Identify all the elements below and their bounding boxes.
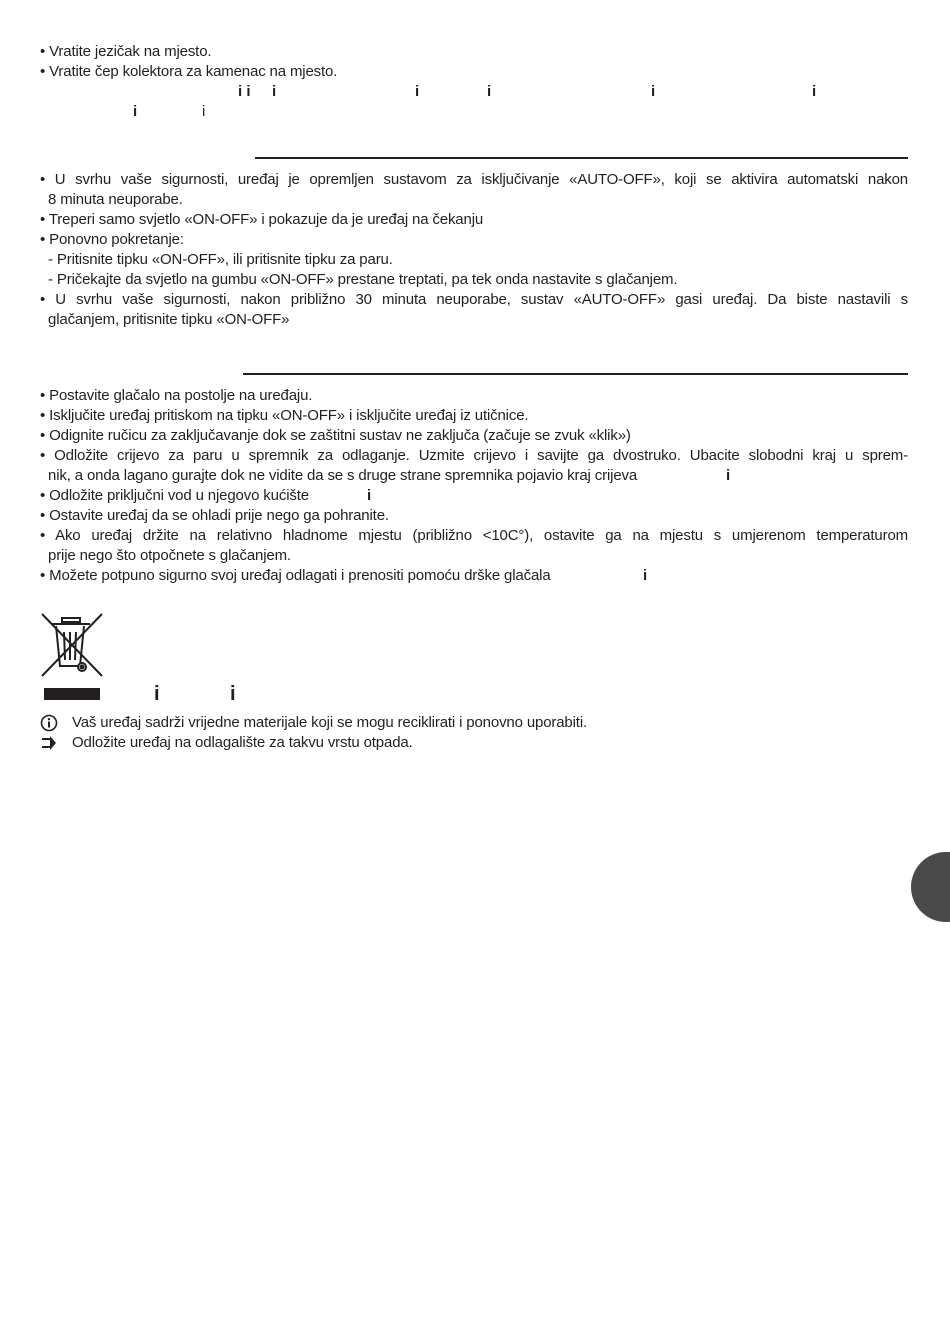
text-line: • Odložite priključni vod u njegovo kućište — [40, 487, 309, 504]
text-line: • Ako uređaj držite na relativno hladnome mjestu (približno <10C°), ostavite ga na mjestu s umjerenom temperaturom — [40, 527, 908, 544]
missing-glyph: i — [812, 83, 817, 100]
text-line: • Ponovno pokretanje: — [40, 231, 184, 248]
section-rule — [243, 373, 908, 375]
text-line: • Postavite glačalo na postolje na uređaju. — [40, 387, 313, 404]
page-tab-marker — [911, 852, 950, 922]
text-line: • Isključite uređaj pritiskom na tipku «ON-OFF» i isključite uređaj iz utičnice. — [40, 407, 529, 424]
right-arrow-icon — [40, 734, 58, 752]
text-line: prije nego što otpočnete s glačanjem. — [48, 547, 291, 564]
crossed-bin-icon — [40, 612, 104, 678]
text-line: - Pričekajte da svjetlo na gumbu «ON-OFF» prestane treptati, pa tek onda nastavite s glačanjem. — [48, 271, 678, 288]
section-rule — [255, 157, 908, 159]
missing-glyph: i — [154, 683, 160, 705]
missing-glyph: i — [230, 683, 236, 705]
text-line: • Odignite ručicu za zaključavanje dok se zaštitni sustav ne zaključa (začuje se zvuk «klik») — [40, 427, 631, 444]
missing-glyph: i — [651, 83, 656, 100]
text-line: • Vratite jezičak na mjesto. — [40, 43, 212, 60]
text-line: glačanjem, pritisnite tipku «ON-OFF» — [48, 311, 290, 328]
text-line: • U svrhu vaše sigurnosti, nakon približno 30 minuta neuporabe, sustav «AUTO-OFF» gasi uređaj. Da biste nastavili s — [40, 291, 908, 308]
text-line: • U svrhu vaše sigurnosti, uređaj je opremljen sustavom za isključivanje «AUTO-OFF», koji se aktivira automatski nakon — [40, 171, 908, 188]
missing-glyph: i — [367, 487, 372, 504]
missing-glyph: i — [643, 567, 648, 584]
missing-glyph: i — [415, 83, 420, 100]
missing-glyph: i — [272, 83, 277, 100]
text-line: nik, a onda lagano gurajte dok ne vidite da se s druge strane spremnika pojavio kraj crijeva — [48, 467, 638, 484]
missing-glyph: i — [487, 83, 492, 100]
missing-glyph: i i — [238, 83, 251, 100]
black-bar — [44, 688, 100, 700]
text-line: - Pritisnite tipku «ON-OFF», ili pritisnite tipku za paru. — [48, 251, 393, 268]
text-line: 8 minuta neuporabe. — [48, 191, 183, 208]
text-line: • Ostavite uređaj da se ohladi prije nego ga pohranite. — [40, 507, 389, 524]
text-line: • Treperi samo svjetlo «ON-OFF» i pokazuje da je uređaj na čekanju — [40, 211, 484, 228]
text-line: • Odložite crijevo za paru u spremnik za odlaganje. Uzmite crijevo i savijte ga dvostruko. Ubacite slobodni kraj u sprem- — [40, 447, 908, 464]
missing-glyph: i — [133, 103, 138, 120]
text-line: • Možete potpuno sigurno svoj uređaj odlagati i prenositi pomoću drške glačala — [40, 567, 551, 584]
missing-glyph: i — [726, 467, 731, 484]
info-circle-icon — [40, 714, 58, 732]
note-text: Odložite uređaj na odlagalište za takvu vrstu otpada. — [72, 734, 413, 751]
missing-glyph: i — [202, 103, 206, 120]
text-line: • Vratite čep kolektora za kamenac na mjesto. — [40, 63, 338, 80]
note-text: Vaš uređaj sadrži vrijedne materijale koji se mogu reciklirati i ponovno uporabiti. — [72, 714, 588, 731]
